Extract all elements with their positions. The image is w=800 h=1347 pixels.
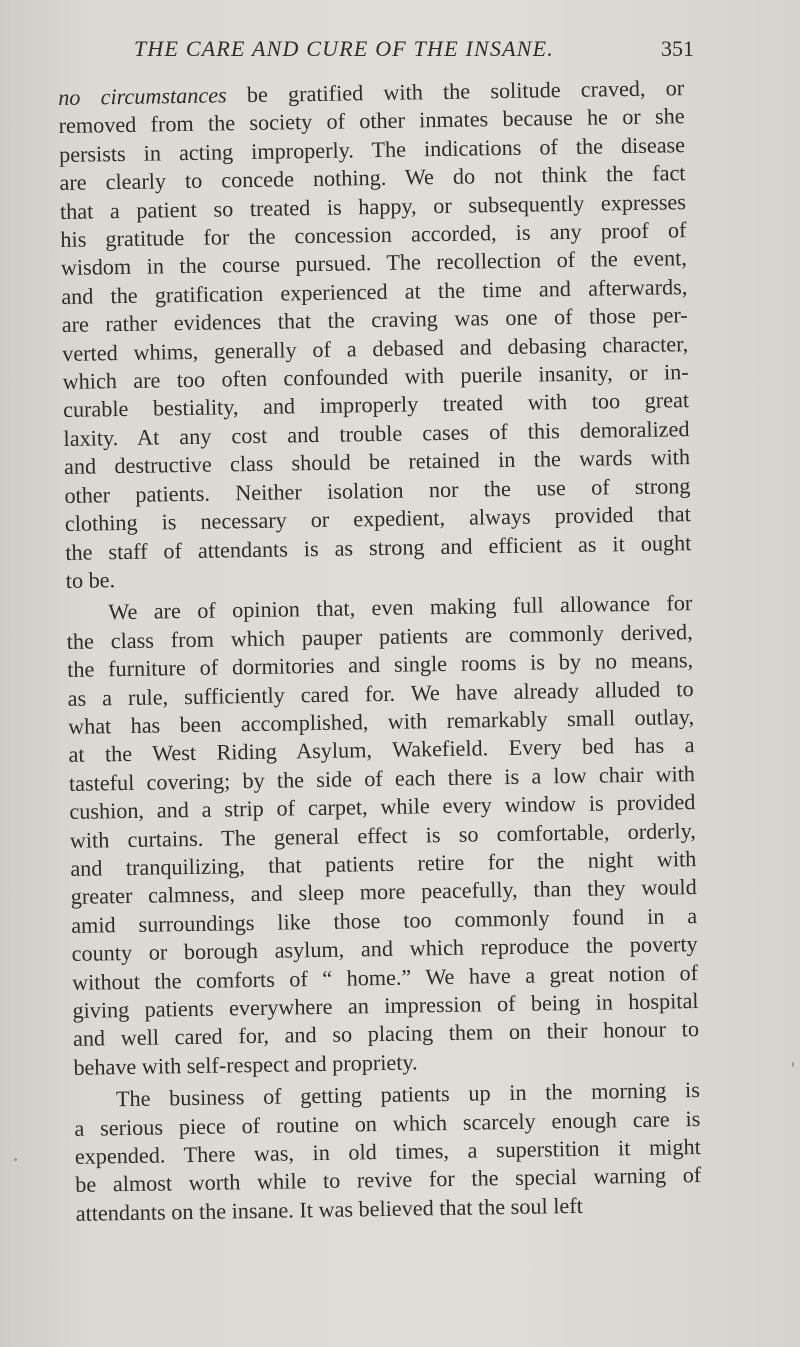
text-line: the furniture of dormitories and single rooms is by no means, [67,647,694,683]
text-line: and destructive class should be retained in the wards with [63,444,691,480]
text-line: The business of getting patients up in the morning is [115,1077,701,1112]
text-line: wisdom in the course pursued. The recollection of the event, [60,245,688,281]
text-line: and tranquilizing, that patients retire for the night with [70,846,697,881]
text-line: as a rule, sufficiently cared for. We have already alluded to [67,675,694,711]
text-line: laxity. At any cost and trouble cases of this demoralized [63,416,690,451]
paper-speck [14,1158,17,1161]
page-header [134,36,694,68]
text-line: curable bestiality, and improperly treated with too great [62,387,690,423]
text-line: persists in acting improperly. The indications of the disease [58,131,686,167]
text-line: a serious piece of routine on which scarcely enough care is [74,1105,701,1141]
page-number: 351 [661,36,694,61]
text-line: behave with self-respect and propriety. [73,1049,418,1080]
text-line: and well cared for, and so placing them on their honour to [72,1016,700,1052]
text-line: verted whims, generally of a debased and debasing character, [62,330,689,366]
text-line: cushion, and a strip of carpet, while every window is provided [69,789,696,825]
text-line: the staff of attendants is as strong and efficient as it ought [65,529,692,565]
text-line: removed from the society of other inmates because he or she [58,103,685,139]
text-line: his gratitude for the concession accorded, is any proof of [60,217,687,253]
text-line: the class from which pauper patients are commonly derived, [66,618,693,654]
text-line: which are too often confounded with puerile insanity, or in- [62,359,689,395]
text-line: at the West Riding Asylum, Wakefield. Every bed has a [68,732,695,768]
paper-speck [792,1062,794,1067]
text-line: that a patient so treated is happy, or subsequently expresses [59,188,687,224]
paragraph [74,1076,702,1228]
text-line: expended. There was, in old times, a superstition it might [74,1134,701,1169]
text-line: giving patients everywhere an impression of being in hospital [72,988,699,1023]
text-line: amid surroundings like those too commonly found in a [71,902,698,938]
text-line: are rather evidences that the craving was one of those per- [61,302,688,338]
text-line: are clearly to concede nothing. We do not think the fact [59,160,686,196]
text-line: greater calmness, and sleep more peacefully, than they would [70,874,697,910]
text-line: and the gratification experienced at the time and afterwards, [61,273,688,309]
text-line: be almost worth while to revive for the special warning of [75,1162,702,1198]
text-line: with curtains. The general effect is so comfortable, orderly, [69,817,696,853]
running-title: THE CARE AND CURE OF THE INSANE. [134,36,554,61]
text-line: attendants on the insane. It was believed that the soul left [75,1192,583,1226]
text-line: what has been accomplished, with remarkably small outlay, [67,704,695,739]
text-line: without the comforts of “ home.” We have a great notion of [71,959,699,995]
text-line: no circumstances be gratified with the solitude craved, or [58,75,685,110]
italic-phrase: no circumstances [58,82,227,110]
text-line: We are of opinion that, even making full allowance for [108,590,693,625]
paragraph [58,74,692,595]
paragraph [66,589,700,1082]
text-line: to be. [65,567,116,593]
body-text [58,74,702,1228]
text-line: other patients. Neither isolation nor the use of strong [64,472,691,508]
text-line: county or borough asylum, and which reproduce the poverty [71,931,698,967]
text-line: clothing is necessary or expedient, always provided that [64,501,692,537]
text-line: tasteful covering; by the side of each there is a low chair with [68,760,696,796]
